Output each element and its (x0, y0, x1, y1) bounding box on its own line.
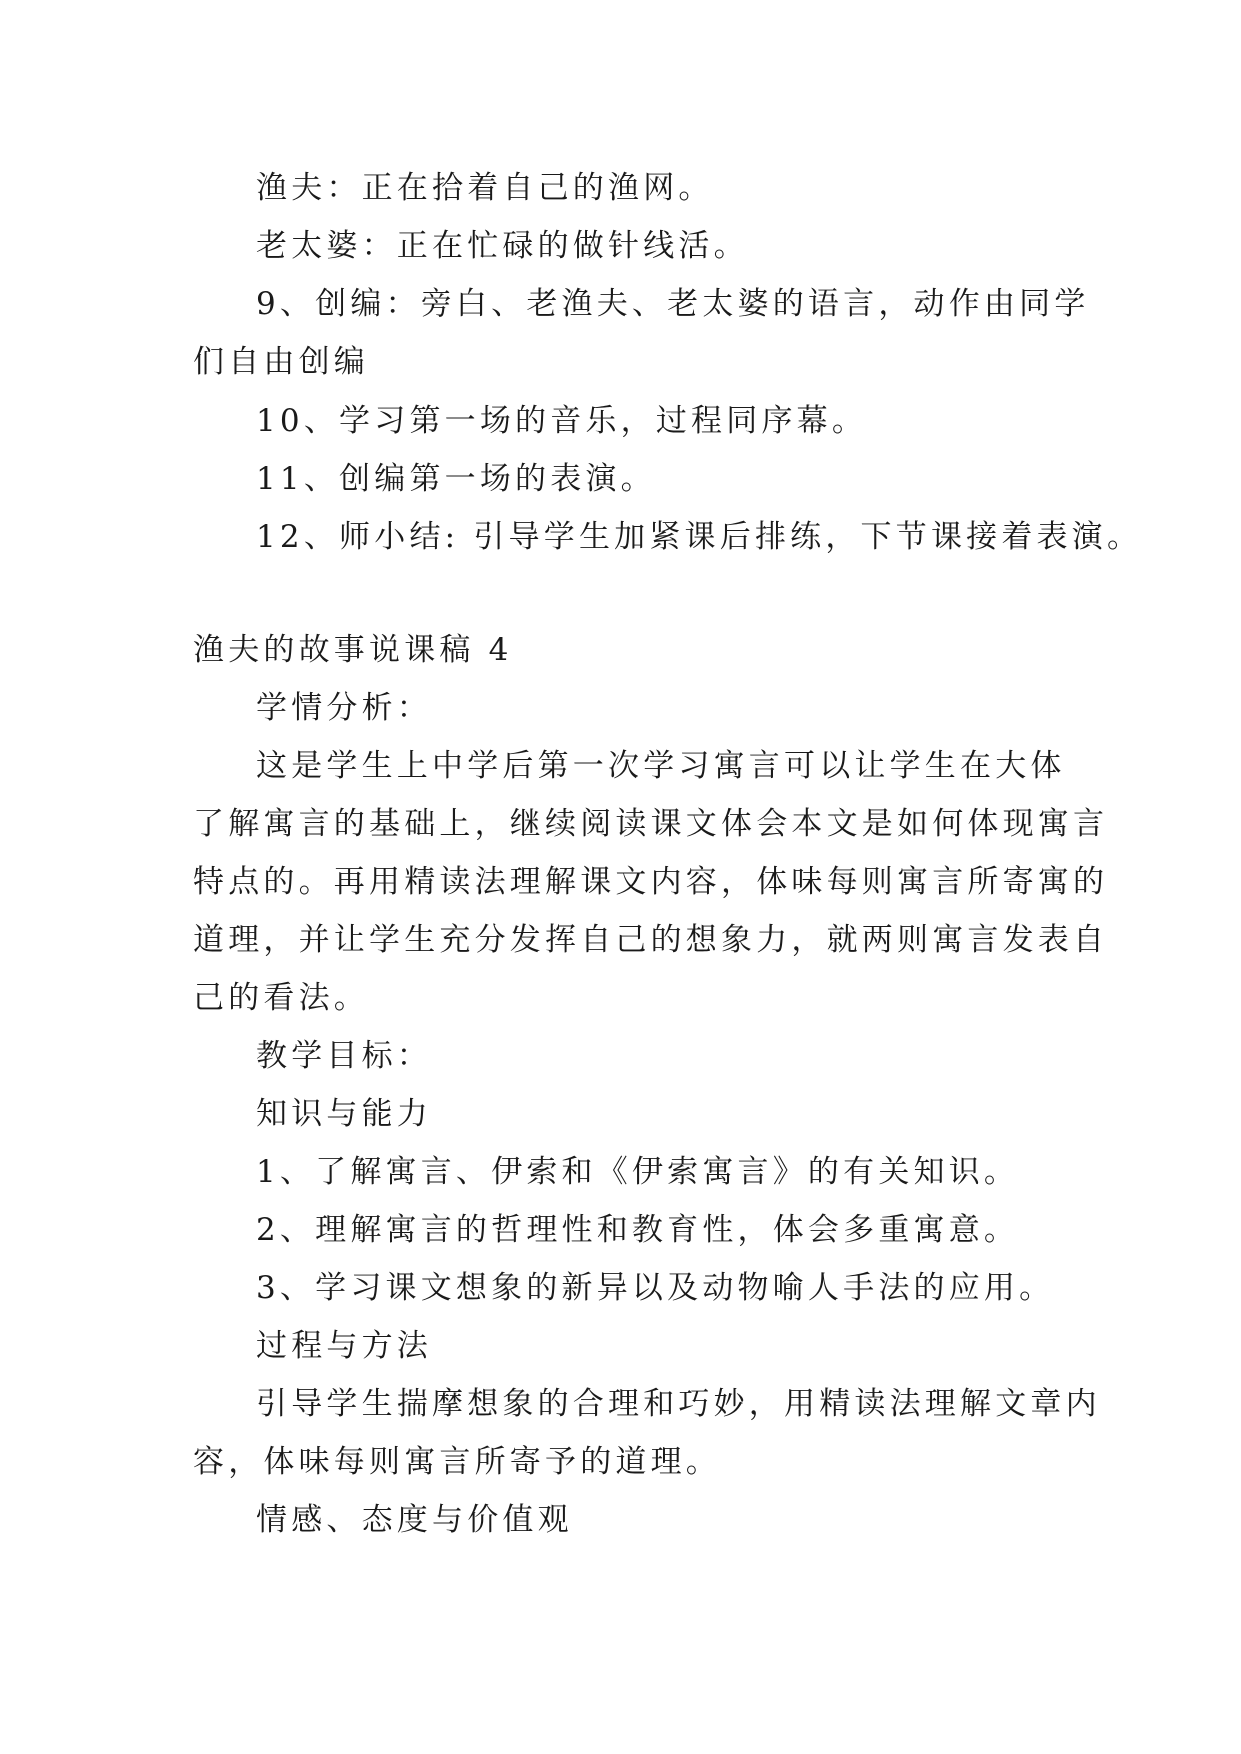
heading-line: 学情分析： (256, 690, 432, 726)
paragraph-line: 引导学生揣摩想象的合理和巧妙，用精读法理解文章内 (256, 1386, 1101, 1422)
section-title: 渔夫的故事说课稿 4 (193, 632, 513, 668)
paragraph-line: 9、创编：旁白、老渔夫、老太婆的语言，动作由同学 (256, 286, 1090, 322)
paragraph-line: 这是学生上中学后第一次学习寓言可以让学生在大体 (256, 748, 1066, 784)
paragraph-line: 们自由创编 (193, 344, 369, 380)
list-item: 2、理解寓言的哲理性和教育性，体会多重寓意。 (256, 1212, 1020, 1248)
paragraph-line: 己的看法。 (193, 980, 369, 1016)
paragraph-line: 特点的。再用精读法理解课文内容，体味每则寓言所寄寓的 (193, 864, 1109, 900)
heading-line: 过程与方法 (256, 1328, 432, 1364)
paragraph-line: 渔夫：正在拾着自己的渔网。 (256, 170, 714, 206)
paragraph-line: 容，体味每则寓言所寄予的道理。 (193, 1444, 721, 1480)
paragraph-line: 了解寓言的基础上，继续阅读课文体会本文是如何体现寓言 (193, 806, 1109, 842)
list-item: 1、了解寓言、伊索和《伊索寓言》的有关知识。 (256, 1154, 1020, 1190)
list-item: 3、学习课文想象的新异以及动物喻人手法的应用。 (256, 1270, 1055, 1306)
heading-line: 教学目标： (256, 1038, 432, 1074)
paragraph-line: 10、学习第一场的音乐，过程同序幕。 (256, 403, 868, 439)
paragraph-line: 12、师小结: 引导学生加紧课后排练，下节课接着表演。 (256, 519, 1143, 555)
paragraph-line: 道理，并让学生充分发挥自己的想象力，就两则寓言发表自 (193, 922, 1109, 958)
heading-line: 情感、态度与价值观 (256, 1502, 573, 1538)
paragraph-line: 老太婆：正在忙碌的做针线活。 (256, 228, 749, 264)
heading-line: 知识与能力 (256, 1096, 432, 1132)
paragraph-line: 11、创编第一场的表演。 (256, 461, 656, 497)
